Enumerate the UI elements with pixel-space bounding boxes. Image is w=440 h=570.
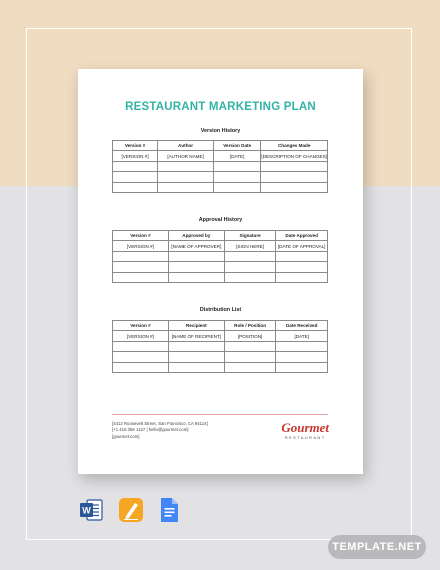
table-cell — [214, 161, 261, 171]
table-row — [113, 241, 328, 251]
header-cell: Version # — [113, 231, 169, 241]
table-row — [113, 331, 328, 341]
table-cell — [224, 251, 276, 261]
table-row — [113, 182, 328, 192]
logo-main-text: Gourmet — [281, 420, 329, 435]
table-cell — [224, 362, 276, 372]
table-row — [113, 272, 328, 282]
footer-contact — [112, 421, 208, 440]
table-cell — [168, 251, 224, 261]
document-title: RESTAURANT MARKETING PLAN — [125, 101, 316, 113]
document-page — [78, 69, 363, 474]
table-cell: [AUTHOR NAME] — [158, 151, 214, 161]
table-row — [113, 172, 328, 182]
table-cell — [224, 352, 276, 362]
table-cell — [158, 161, 214, 171]
header-cell: Recipient — [168, 321, 224, 331]
footer-address: [4412 Roosevelt Street, San Francisco, CA 94114] — [112, 421, 208, 426]
header-cell: Author — [158, 141, 214, 151]
table-cell: [DATE] — [214, 151, 261, 161]
table-cell — [168, 272, 224, 282]
table-row — [113, 352, 328, 362]
table-cell — [113, 161, 158, 171]
footer-website: [gourmet.com] — [112, 433, 140, 439]
table-cell — [113, 341, 169, 351]
table-cell — [158, 172, 214, 182]
table-cell — [224, 272, 276, 282]
table-cell — [158, 182, 214, 192]
table-row — [113, 262, 328, 272]
footer-phone-email: [+1 415 356 1127 | hello@gourmet.com] — [112, 427, 189, 433]
version-history-title: Version History — [200, 128, 241, 134]
table-cell — [261, 182, 328, 192]
table-header-row — [113, 231, 328, 241]
table-cell — [224, 341, 276, 351]
header-cell: Signature — [224, 231, 276, 241]
distribution-list-title: Distribution List — [199, 307, 242, 313]
table-cell — [276, 272, 328, 282]
version-history-table — [112, 140, 328, 193]
logo-sub-text: RESTAURANT — [284, 435, 326, 440]
table-cell — [113, 172, 158, 182]
pages-icon[interactable] — [118, 497, 144, 523]
footer-divider — [112, 414, 328, 415]
table-cell — [276, 251, 328, 261]
table-row — [113, 151, 328, 161]
table-cell: [DATE] — [276, 331, 328, 341]
distribution-list-table — [112, 320, 328, 373]
word-icon[interactable] — [78, 497, 104, 523]
header-cell: Changes Made — [261, 141, 328, 151]
table-row — [113, 251, 328, 261]
template-net-badge[interactable]: TEMPLATE.NET — [328, 535, 426, 559]
table-cell: [NAME OF APPROVER] — [168, 241, 224, 251]
table-cell: [VERSION #] — [113, 151, 158, 161]
table-cell — [168, 262, 224, 272]
table-cell — [168, 341, 224, 351]
table-cell — [261, 161, 328, 171]
table-row — [113, 341, 328, 351]
header-cell: Approved by — [168, 231, 224, 241]
svg-text:W: W — [82, 505, 91, 516]
table-cell — [113, 352, 169, 362]
table-cell — [276, 362, 328, 372]
table-cell — [113, 362, 169, 372]
header-cell: Version Date — [214, 141, 261, 151]
table-header-row — [113, 321, 328, 331]
header-cell: Role / Position — [224, 321, 276, 331]
table-header-row — [113, 141, 328, 151]
header-cell: Date Approved — [276, 231, 328, 241]
table-row — [113, 161, 328, 171]
table-cell — [276, 352, 328, 362]
table-cell — [168, 362, 224, 372]
gourmet-logo — [281, 421, 329, 440]
table-cell: [POSITION] — [224, 331, 276, 341]
table-cell — [113, 262, 169, 272]
table-cell: [DESCRIPTION OF CHANGES] — [261, 151, 328, 161]
table-cell — [113, 251, 169, 261]
table-cell — [214, 182, 261, 192]
table-cell: [VERSION #] — [113, 331, 169, 341]
header-cell: Version # — [113, 321, 169, 331]
table-cell — [113, 182, 158, 192]
table-cell — [168, 352, 224, 362]
table-cell: [DATE OF APPROVAL] — [276, 241, 328, 251]
table-cell — [113, 272, 169, 282]
table-cell: [SIGN HERE] — [224, 241, 276, 251]
approval-history-table — [112, 230, 328, 283]
google-docs-icon[interactable] — [156, 497, 182, 523]
table-cell — [224, 262, 276, 272]
header-cell: Date Received — [276, 321, 328, 331]
table-cell — [214, 172, 261, 182]
table-cell — [261, 172, 328, 182]
table-cell — [276, 341, 328, 351]
table-row — [113, 362, 328, 372]
table-cell — [276, 262, 328, 272]
header-cell: Version # — [113, 141, 158, 151]
table-cell: [NAME OF RECIPIENT] — [168, 331, 224, 341]
table-cell: [VERSION #] — [113, 241, 169, 251]
approval-history-title: Approval History — [198, 217, 243, 223]
